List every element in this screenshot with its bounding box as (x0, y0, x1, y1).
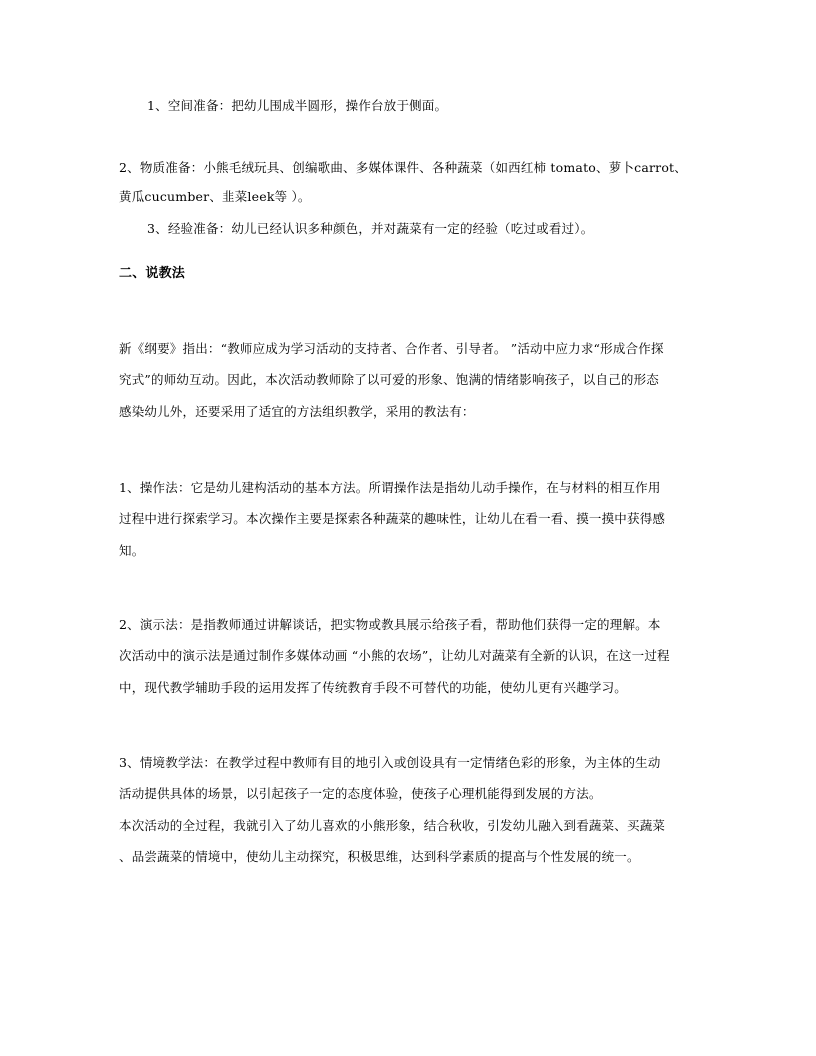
section-title: 二、说教法 (119, 266, 186, 281)
prep-experience: 3、经验准备：幼儿已经认识多种颜色，并对蔬菜有一定的经验（吃过或看过）。 (147, 221, 594, 236)
method3-line-2: 活动提供具体的场景，以引起孩子一定的态度体验，使孩子心理机能得到发展的方法。 (119, 786, 602, 801)
intro-line-2: 究式”的师幼互动。因此，本次活动教师除了以可爱的形象、饱满的情绪影响孩子，以自己的形态 (119, 372, 659, 387)
method2-line-1: 2、演示法：是指教师通过讲解谈话，把实物或教具展示给孩子看，帮助他们获得一定的理解。本 (119, 617, 661, 632)
method1-line-2: 过程中进行探索学习。本次操作主要是探索各种蔬菜的趣味性，让幼儿在看一看、摸一摸中获得感 (119, 511, 666, 526)
intro-line-3: 感染幼儿外，还要采用了适宜的方法组织教学，采用的教法有： (119, 404, 475, 419)
method2-line-2: 次活动中的演示法是通过制作多媒体动画 “小熊的农场”，让幼儿对蔬菜有全新的认识，在这一过程 (119, 648, 670, 663)
method3-line-1: 3、情境教学法：在教学过程中教师有目的地引入或创设具有一定情绪色彩的形象，为主体的生动 (119, 755, 661, 770)
method3-line-4: 、品尝蔬菜的情境中，使幼儿主动探究，积极思维，达到科学素质的提高与个性发展的统一。 (119, 849, 640, 864)
method1-line-1: 1、操作法：它是幼儿建构活动的基本方法。所谓操作法是指幼儿动手操作，在与材料的相互作用 (119, 480, 661, 495)
intro-line-1: 新《纲要》指出：“教师应成为学习活动的支持者、合作者、引导者。 ”活动中应力求“形成合作探 (119, 341, 664, 356)
method3-line-3: 本次活动的全过程，我就引入了幼儿喜欢的小熊形象，结合秋收，引发幼儿融入到看蔬菜、买蔬菜 (119, 818, 666, 833)
prep-materials-line-1: 2、物质准备：小熊毛绒玩具、创编歌曲、多媒体课件、各种蔬菜（如西红柿 tomato、萝卜carrot、 (119, 160, 687, 175)
prep-space: 1、空间准备：把幼儿围成半圆形，操作台放于侧面。 (147, 98, 448, 113)
prep-materials-line-2: 黄瓜cucumber、韭菜leek等 ）。 (119, 189, 311, 204)
method2-line-3: 中，现代教学辅助手段的运用发挥了传统教育手段不可替代的功能，使幼儿更有兴趣学习。 (119, 680, 628, 695)
method1-line-3: 知。 (119, 543, 145, 558)
